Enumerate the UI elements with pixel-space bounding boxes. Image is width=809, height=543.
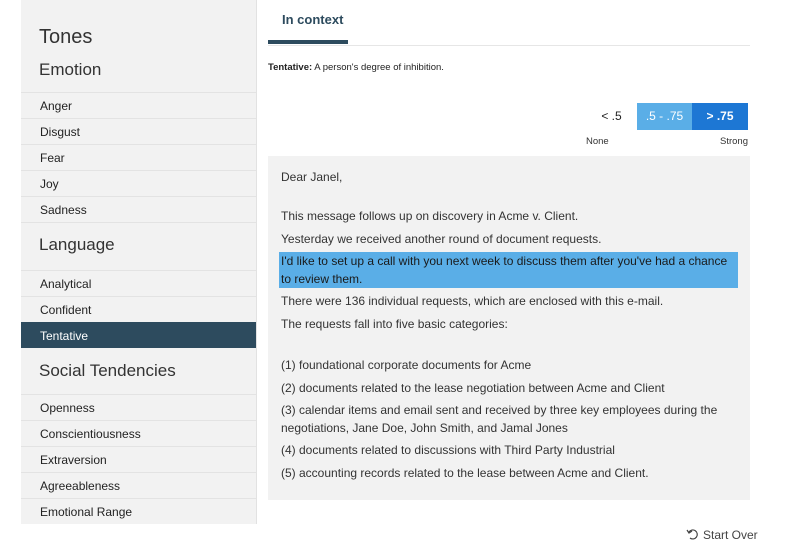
sidebar-item-confident[interactable]: Confident	[21, 296, 256, 322]
undo-icon	[686, 528, 699, 540]
group-title-language: Language	[21, 222, 256, 270]
doc-list-item: (1) foundational corporate documents for Acme	[281, 358, 532, 372]
doc-list-item: (2) documents related to the lease negotiation between Acme and Client	[281, 381, 665, 395]
sidebar-item-disgust[interactable]: Disgust	[21, 118, 256, 144]
sidebar-header	[21, 0, 256, 60]
doc-sentence: There were 136 individual requests, which are enclosed with this e-mail.	[281, 294, 664, 308]
sidebar-item-anger[interactable]: Anger	[21, 92, 256, 118]
group-emotion	[21, 60, 256, 222]
score-scale	[586, 103, 748, 130]
doc-list-item: (3) calendar items and email sent and received by three key employees during the negotiations, Jane Doe, John Smith, and Jamal Jones	[281, 403, 718, 435]
main-panel	[268, 0, 760, 524]
sidebar-item-emotional-range[interactable]: Emotional Range	[21, 498, 256, 524]
doc-sentence: This message follows up on discovery in Acme v. Client.	[281, 209, 579, 223]
scale-segment-high[interactable]: > .75	[692, 103, 748, 130]
sidebar-item-openness[interactable]: Openness	[21, 394, 256, 420]
sidebar-item-extraversion[interactable]: Extraversion	[21, 446, 256, 472]
tab-in-context[interactable]: In context	[282, 12, 344, 27]
sidebar-item-joy[interactable]: Joy	[21, 170, 256, 196]
doc-sentence: Yesterday we received another round of document requests.	[281, 232, 602, 246]
sidebar-item-sadness[interactable]: Sadness	[21, 196, 256, 222]
scale-high-label: Strong	[720, 136, 748, 147]
doc-sentence-highlighted: I'd like to set up a call with you next week to discuss them after you've had a chance to review them.	[279, 252, 738, 288]
sidebar-item-analytical[interactable]: Analytical	[21, 270, 256, 296]
sidebar-item-tentative[interactable]: Tentative	[21, 322, 256, 348]
start-over-label: Start Over	[703, 528, 758, 542]
group-title-social-tendencies: Social Tendencies	[39, 361, 176, 380]
group-social-tendencies	[21, 348, 256, 524]
start-over-button[interactable]	[686, 528, 758, 542]
doc-spacer	[281, 337, 738, 355]
definition-term: Tentative:	[268, 62, 313, 73]
tones-sidebar	[21, 0, 257, 524]
document-text	[268, 156, 750, 500]
sidebar-title: Tones	[39, 26, 93, 48]
doc-list-item: (4) documents related to discussions with Third Party Industrial	[281, 443, 615, 457]
doc-spacer	[281, 190, 738, 206]
scale-low-label: None	[586, 136, 609, 147]
sidebar-item-agreeableness[interactable]: Agreeableness	[21, 472, 256, 498]
scale-segment-mid[interactable]: .5 - .75	[637, 103, 692, 130]
definition-text: A person's degree of inhibition.	[312, 62, 444, 73]
group-language	[21, 222, 256, 348]
scale-segment-low[interactable]: < .5	[586, 103, 637, 130]
doc-sentence: The requests fall into five basic categories:	[281, 317, 508, 331]
sidebar-item-conscientiousness[interactable]: Conscientiousness	[21, 420, 256, 446]
tone-definition	[268, 62, 444, 73]
tab-active-indicator	[268, 40, 348, 44]
sidebar-item-fear[interactable]: Fear	[21, 144, 256, 170]
doc-list-item: (5) accounting records related to the lease between Acme and Client.	[281, 466, 649, 480]
group-title-emotion: Emotion	[39, 60, 102, 79]
tab-bar	[268, 0, 750, 46]
doc-greeting: Dear Janel,	[281, 170, 343, 184]
